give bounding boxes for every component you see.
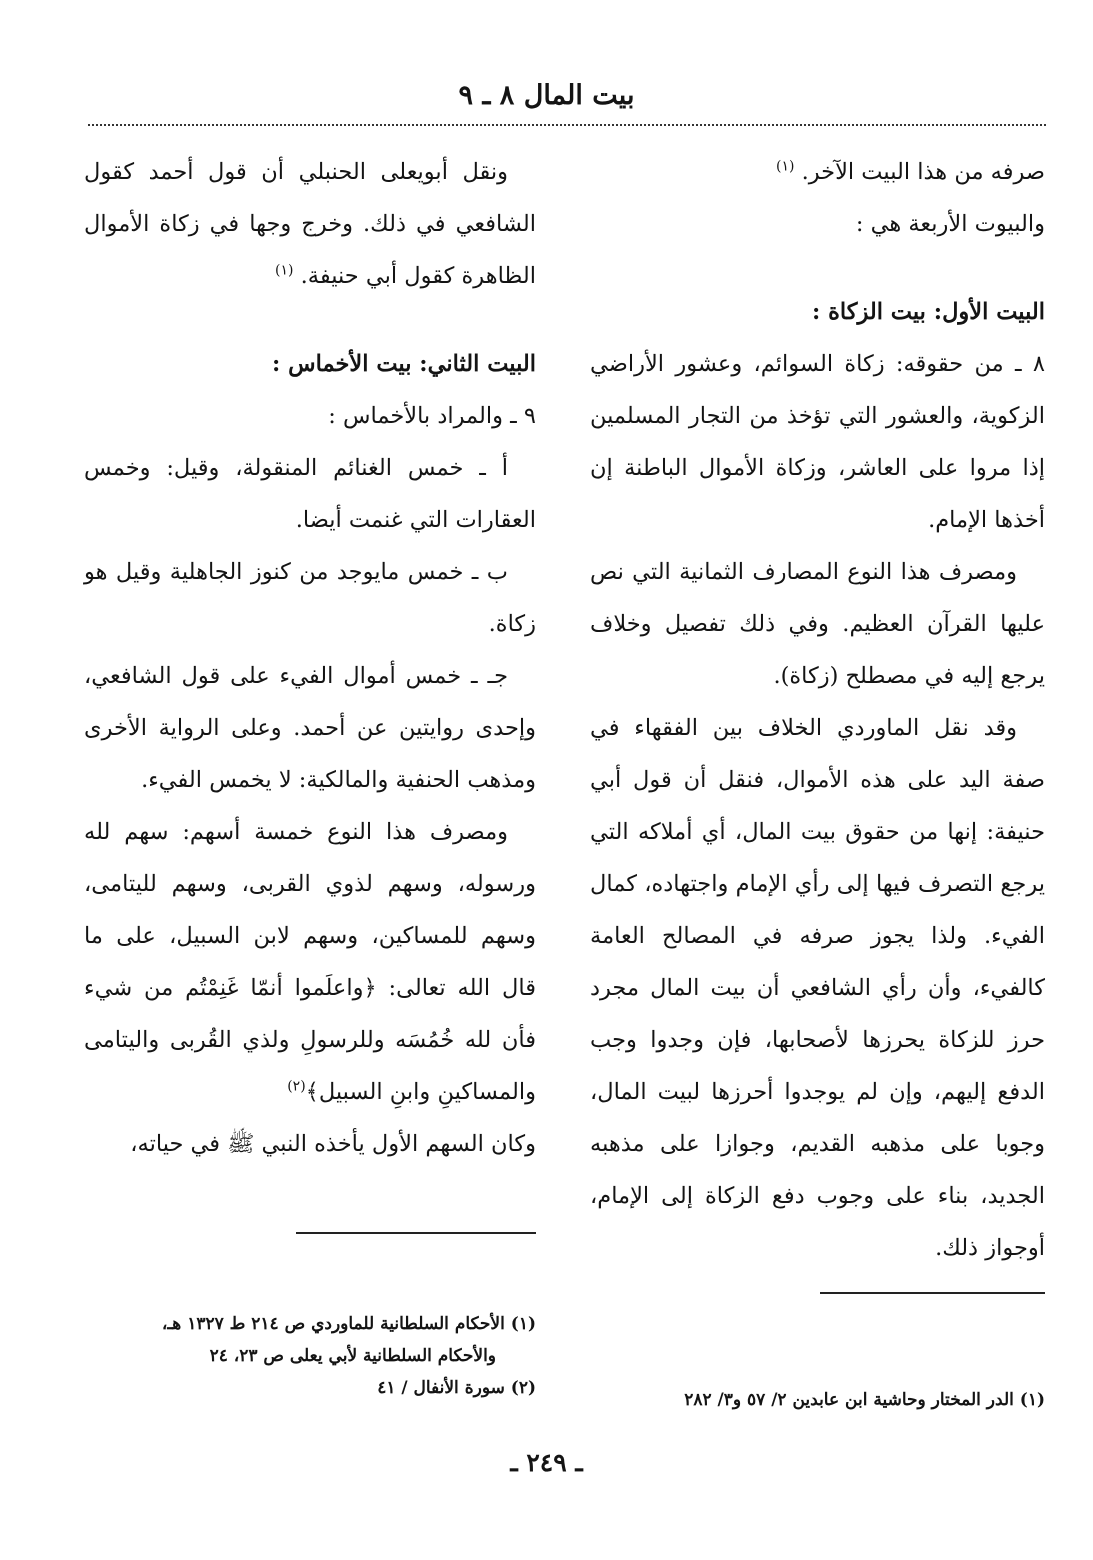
paragraph-8: ٨ ـ من حقوقه: زكاة السوائم، وعشور الأراضي الزكوية، والعشور التي تؤخذ من التجار المسلمين إذا مروا على العاشر، وزكاة الأموال الباطنة إن أخذها الإمام.: [590, 351, 1045, 533]
header-dotted-rule: [88, 124, 1046, 126]
paragraph: وكان السهم الأول يأخذه النبي ﷺ في حياته،: [130, 1131, 536, 1157]
paragraph: والبيوت الأربعة هي :: [855, 211, 1045, 237]
paragraph-9: ٩ ـ والمراد بالأخماس :: [328, 403, 536, 429]
list-item-c: جـ ـ خمس أموال الفيء على قول الشافعي، وإحدى روايتين عن أحمد. وعلى الرواية الأخرى ومذهب الحنفية والمالكية: لا يخمس الفيء.: [84, 663, 536, 793]
left-column: [84, 146, 536, 1170]
running-header: بيت المال ٨ ـ ٩: [458, 80, 635, 111]
footnote-ref[interactable]: (٢): [287, 1078, 306, 1095]
footnote-divider: [296, 1232, 536, 1234]
page-number: ـ ٢٤٩ ـ: [510, 1448, 583, 1477]
footnote-divider: [820, 1292, 1045, 1294]
footnote-continuation: والأحكام السلطانية لأبي يعلى ص ٢٣، ٢٤: [209, 1346, 496, 1366]
footnote: (٢) سورة الأنفال / ٤١: [377, 1378, 536, 1398]
section-heading-zakat: البيت الأول: بيت الزكاة :: [811, 299, 1045, 325]
section-heading-akhmas: البيت الثاني: بيت الأخماس :: [272, 351, 536, 377]
paragraph: ومصرف هذا النوع المصارف الثمانية التي نص عليها القرآن العظيم. وفي ذلك تفصيل وخلاف يرجع إليه في مصطلح (زكاة).: [590, 559, 1045, 689]
paragraph: وقد نقل الماوردي الخلاف بين الفقهاء في صفة اليد على هذه الأموال، فنقل أن قول أبي حنيفة: إنها من حقوق بيت المال، أي أملاكه التي يرجع التصرف فيها إلى رأي الإمام واجتهاده، كمال الفيء. ولذا يجوز صرفه في المصالح العامة كالفيء، وأن رأي الشافعي أن بيت المال مجرد حرز للزكاة يحرزها لأصحابها، فإن وجدوا وجب الدفع إليهم، وإن لم يوجدوا أحرزها لبيت المال، وجوبا على مذهبه القديم، وجوازا على مذهبه الجديد، بناء على وجوب دفع الزكاة إلى الإمام، أوجواز ذلك.: [590, 715, 1045, 1261]
footnote: (١) الدر المختار وحاشية ابن عابدين ٢/ ٥٧ و٣/ ٢٨٢: [684, 1390, 1045, 1410]
footnote: (١) الأحكام السلطانية للماوردي ص ٢١٤ ط ١٣٢٧ هـ،: [161, 1314, 536, 1334]
paragraph: صرفه من هذا البيت الآخر. $^{(١)}$: [775, 158, 1045, 185]
right-column: [590, 146, 1045, 1274]
footnote-ref[interactable]: (١): [275, 262, 294, 279]
list-item-a: أ ـ خمس الغنائم المنقولة، وقيل: وخمس العقارات التي غنمت أيضا.: [84, 455, 536, 533]
footnotes-left: [76, 1308, 536, 1404]
footnotes-right: [595, 1384, 1045, 1416]
list-item-b: ب ـ خمس مايوجد من كنوز الجاهلية وقيل هو زكاة.: [84, 559, 536, 637]
paragraph: ونقل أبويعلى الحنبلي أن قول أحمد كقول الشافعي في ذلك. وخرج وجها في زكاة الأموال الظاهرة كقول أبي حنيفة. $^{(١)}$: [84, 159, 536, 289]
footnote-ref[interactable]: (١): [775, 158, 795, 175]
paragraph: ومصرف هذا النوع خمسة أسهم: سهم لله ورسوله، وسهم لذوي القربى، وسهم لليتامى، وسهم للمساكين، وسهم لابن السبيل، على ما قال الله تعالى: ﴿واعلَموا أنمّا غَنِمْتُم من شيء فأن لله خُمُسَه وللرسولِ ولذي القُربى واليتامى والمساكينِ وابنِ السبيل﴾$^{(٢)}$: [84, 819, 536, 1105]
